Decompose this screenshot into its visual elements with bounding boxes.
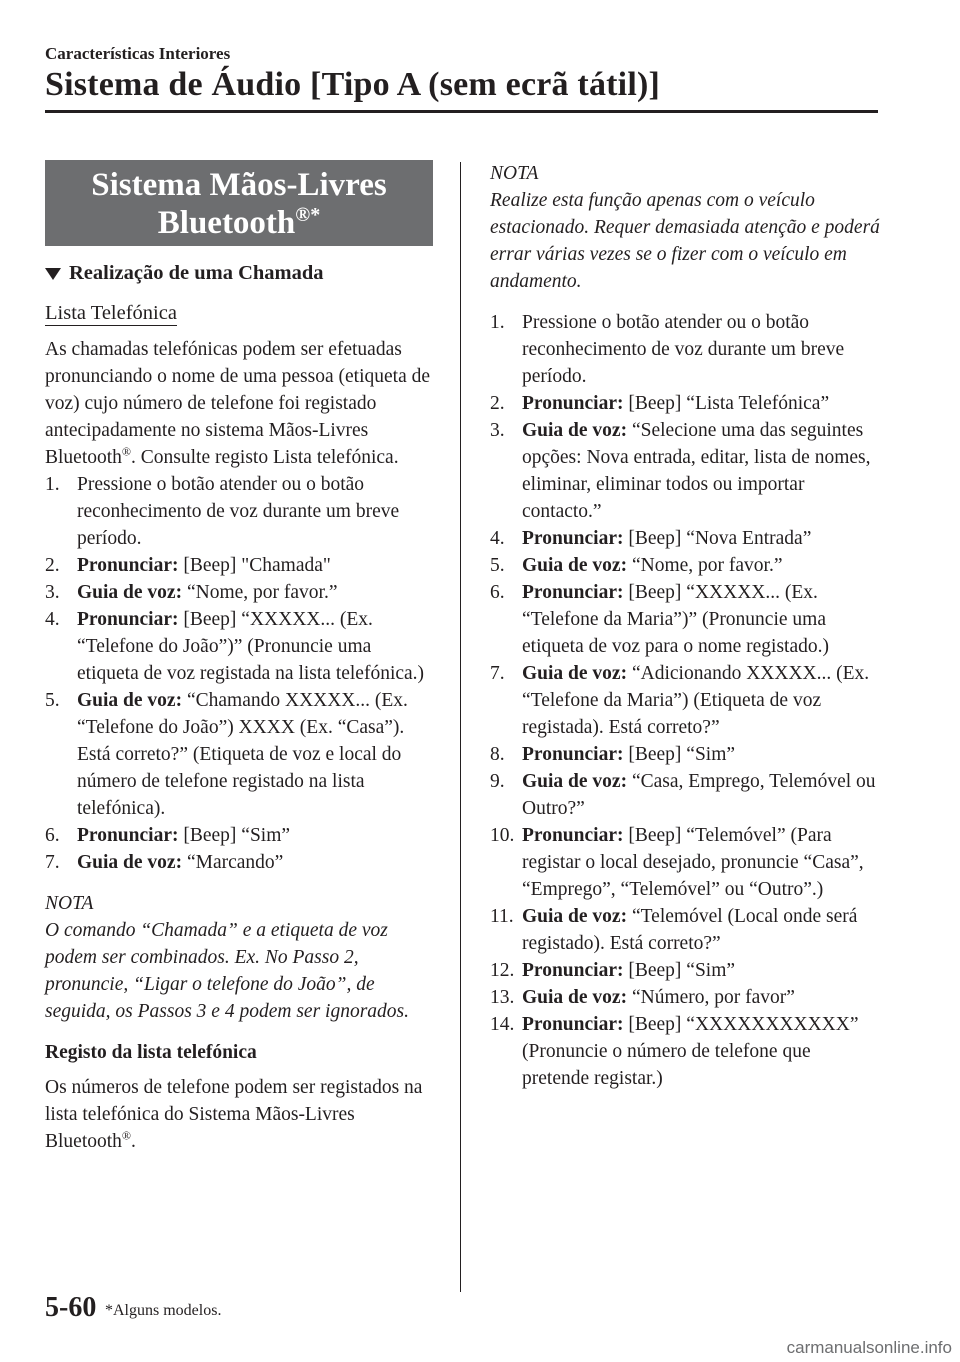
step-number: 12. [490, 960, 515, 981]
step-text: “Telemóvel (Local onde será registado). Está correto?” [522, 906, 858, 954]
step-item [490, 552, 882, 579]
step-item [490, 579, 882, 660]
step-text: “Selecione uma das seguintes opções: Nova entrada, editar, lista de nomes, eliminar, eliminar todos ou importar contacto.” [522, 420, 871, 522]
step-text: [Beep] “XXXXXXXXXXX” (Pronuncie o número de telefone que pretende registar.) [522, 1014, 859, 1089]
step-number: 7. [45, 852, 60, 873]
step-number: 5. [45, 690, 60, 711]
step-number: 1. [45, 474, 60, 495]
step-label: Guia de voz: [522, 663, 628, 684]
step-text: “Casa, Emprego, Telemóvel ou Outro?” [522, 771, 876, 819]
step-number: 2. [45, 555, 60, 576]
step-item [490, 822, 882, 903]
step-number: 14. [490, 1014, 515, 1035]
step-label: Pronunciar: [522, 528, 624, 549]
step-text: [Beep] "Chamada" [178, 555, 331, 576]
triangle-bullet-icon [45, 268, 61, 280]
step-text: “Nome, por favor.” [627, 555, 783, 576]
right-nota-text: Realize esta função apenas com o veículo estacionado. Requer demasiada atenção e poderá errar várias vezes se o fizer com o veículo em andamento. [490, 190, 880, 292]
column-divider [460, 162, 461, 1292]
step-label: Pronunciar: [77, 555, 179, 576]
step-item [45, 579, 435, 606]
section-title-box [45, 160, 433, 246]
step-label: Pronunciar: [522, 393, 624, 414]
step-label: Pronunciar: [522, 744, 624, 765]
step-text: “Marcando” [182, 852, 284, 873]
step-number: 3. [45, 582, 60, 603]
step-text: [Beep] “XXXXX... (Ex. “Telefone da Maria”)” (Pronuncie uma etiqueta de voz para o nome registado.) [522, 582, 830, 657]
step-item [45, 471, 435, 552]
step-item [45, 552, 435, 579]
step-label: Guia de voz: [522, 555, 628, 576]
step-label: Guia de voz: [522, 987, 628, 1008]
step-number: 6. [45, 825, 60, 846]
step-text: “Adicionando XXXXX... (Ex. “Telefone da Maria”) (Etiqueta de voz registada). Está correto?” [522, 663, 870, 738]
step-text: [Beep] “Telemóvel” (Para registar o local desejado, pronuncie “Casa”, “Emprego”, “Telemóvel” ou “Outro”.) [522, 825, 864, 900]
step-label: Pronunciar: [522, 1014, 624, 1035]
page-title: Sistema de Áudio [Tipo A (sem ecrã tátil)] [45, 66, 661, 103]
step-label: Guia de voz: [522, 420, 628, 441]
step-item [45, 822, 435, 849]
step-text: Pressione o botão atender ou o botão reconhecimento de voz durante um breve período. [522, 312, 845, 387]
step-item [45, 687, 435, 822]
step-text: [Beep] “XXXXX... (Ex. “Telefone do João”)” (Pronuncie uma etiqueta de voz registada na lista telefónica.) [77, 609, 425, 684]
step-number: 1. [490, 312, 505, 333]
step-text: [Beep] “Nova Entrada” [623, 528, 812, 549]
step-item [490, 768, 882, 822]
step-text: [Beep] “Sim” [623, 960, 736, 981]
step-text: [Beep] “Lista Telefónica” [623, 393, 830, 414]
header-category: Características Interiores [45, 44, 231, 63]
step-item [490, 903, 882, 957]
underlined-heading: Lista Telefónica [45, 302, 177, 324]
step-number: 2. [490, 393, 505, 414]
left-step-list [45, 471, 435, 876]
page-number: 5-60 [45, 1292, 97, 1323]
step-text: Pressione o botão atender ou o botão reconhecimento de voz durante um breve período. [77, 474, 400, 549]
step-label: Guia de voz: [522, 771, 628, 792]
registration-paragraph: Os números de telefone podem ser registados na lista telefónica do Sistema Mãos-Livres Bluetooth®. [45, 1077, 423, 1152]
step-number: 4. [490, 528, 505, 549]
step-text: “Chamando XXXXX... (Ex. “Telefone do João”) XXXX (Ex. “Casa”). Está correto?” (Etiqueta de voz e local do número de telefone registado na lista telefónica). [77, 690, 408, 819]
step-label: Guia de voz: [77, 582, 183, 603]
step-item [490, 1011, 882, 1092]
step-number: 6. [490, 582, 505, 603]
step-text: “Nome, por favor.” [182, 582, 338, 603]
step-number: 4. [45, 609, 60, 630]
step-number: 3. [490, 420, 505, 441]
step-label: Guia de voz: [77, 852, 183, 873]
step-text: [Beep] “Sim” [623, 744, 736, 765]
step-item [490, 957, 882, 984]
step-label: Pronunciar: [77, 825, 179, 846]
step-label: Guia de voz: [77, 690, 183, 711]
subheading: Realização de uma Chamada [45, 260, 435, 287]
step-item [490, 660, 882, 741]
step-label: Pronunciar: [522, 825, 624, 846]
step-text: “Número, por favor” [627, 987, 795, 1008]
step-item [45, 606, 435, 687]
header-rule [45, 110, 878, 113]
right-step-list [490, 309, 882, 1092]
step-label: Guia de voz: [522, 906, 628, 927]
step-number: 5. [490, 555, 505, 576]
nota-label: NOTA [45, 893, 94, 914]
step-item [45, 849, 435, 876]
section-title-line2: Bluetooth®* [157, 204, 321, 241]
step-number: 13. [490, 987, 515, 1008]
right-column [490, 160, 882, 1092]
watermark: carmanualsonline.info [786, 1338, 952, 1357]
footnote: *Alguns modelos. [105, 1302, 222, 1319]
step-item [490, 984, 882, 1011]
step-number: 9. [490, 771, 505, 792]
right-nota-label: NOTA [490, 163, 539, 184]
step-item [490, 417, 882, 525]
step-item [490, 525, 882, 552]
step-number: 11. [490, 906, 514, 927]
step-item [490, 390, 882, 417]
step-label: Pronunciar: [77, 609, 179, 630]
intro-paragraph: As chamadas telefónicas podem ser efetuadas pronunciando o nome de uma pessoa (etiqueta de voz) cujo número de telefone foi registado antecipadamente no sistema Mãos-Livres Bluetooth®. Consulte registo Lista telefónica. [45, 339, 431, 468]
nota-text: O comando “Chamada” e a etiqueta de voz podem ser combinados. Ex. No Passo 2, pronuncie, “Ligar o telefone do João”, de seguida, os Passos 3 e 4 podem ser ignorados. [45, 920, 409, 1022]
step-number: 8. [490, 744, 505, 765]
section-title-line1: Sistema Mãos-Livres [91, 167, 387, 203]
left-column [45, 160, 435, 1155]
registration-heading: Registo da lista telefónica [45, 1042, 257, 1063]
step-label: Pronunciar: [522, 582, 624, 603]
step-text: [Beep] “Sim” [178, 825, 291, 846]
step-label: Pronunciar: [522, 960, 624, 981]
step-item [490, 309, 882, 390]
step-item [490, 741, 882, 768]
step-number: 7. [490, 663, 505, 684]
step-number: 10. [490, 825, 515, 846]
registered-mark: ®* [295, 204, 321, 226]
